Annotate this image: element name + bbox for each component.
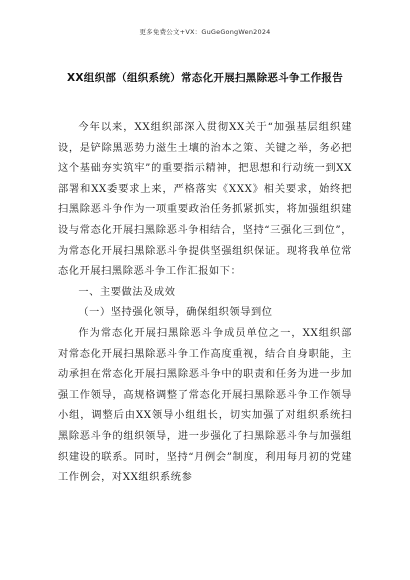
intro-paragraph: 今年以来，XX组织部深入贯彻XX关于“加强基层组织建设，是铲除黑恶势力滋生土壤的治本之策、关键之举，务必把这个基础夯实筑牢”的重要指示精神，把思想和行动统一到XX部署和XX委要求上来，严格落实《XXX》相关要求，始终把扫黑除恶斗争作为一项重要政治任务抓紧抓实，将加强组织建设与常态化开展扫黑除恶斗争相结合，坚持“三强化三到位”，为常态化开展扫黑除恶斗争提供坚强组织保证。现将我单位常态化开展扫黑除恶斗争工作汇报如下： xyxy=(58,122,352,278)
section-heading: 一、主要做法及成效 xyxy=(78,286,176,298)
header-note: 更多免费公文+VX：GuGeGongWen2024 xyxy=(139,28,271,36)
subsection-heading: （一）坚持强化领导，确保组织领导到位 xyxy=(78,307,273,319)
document-title: XX组织部（组织系统）常态化开展扫黑除恶斗争工作报告 xyxy=(67,72,343,84)
body-paragraph: 作为常态化开展扫黑除恶斗争成员单位之一，XX组织部对常态化开展扫黑除恶斗争工作高度重视，结合自身职能，主动承担在常态化开展扫黑除恶斗争中的职责和任务为进一步加强工作领导，高规格调整了常态化开展扫黑除恶斗争工作领导小组，调整后由XX领导小组组长，切实加强了对组织系统扫黑除恶斗争的组织领导，进一步强化了扫黑除恶斗争与加强组织建设的联系。同时，坚持“月例会”制度，利用每月初的党建工作例会，对XX组织系统参 xyxy=(58,327,352,484)
document-body xyxy=(58,118,352,489)
